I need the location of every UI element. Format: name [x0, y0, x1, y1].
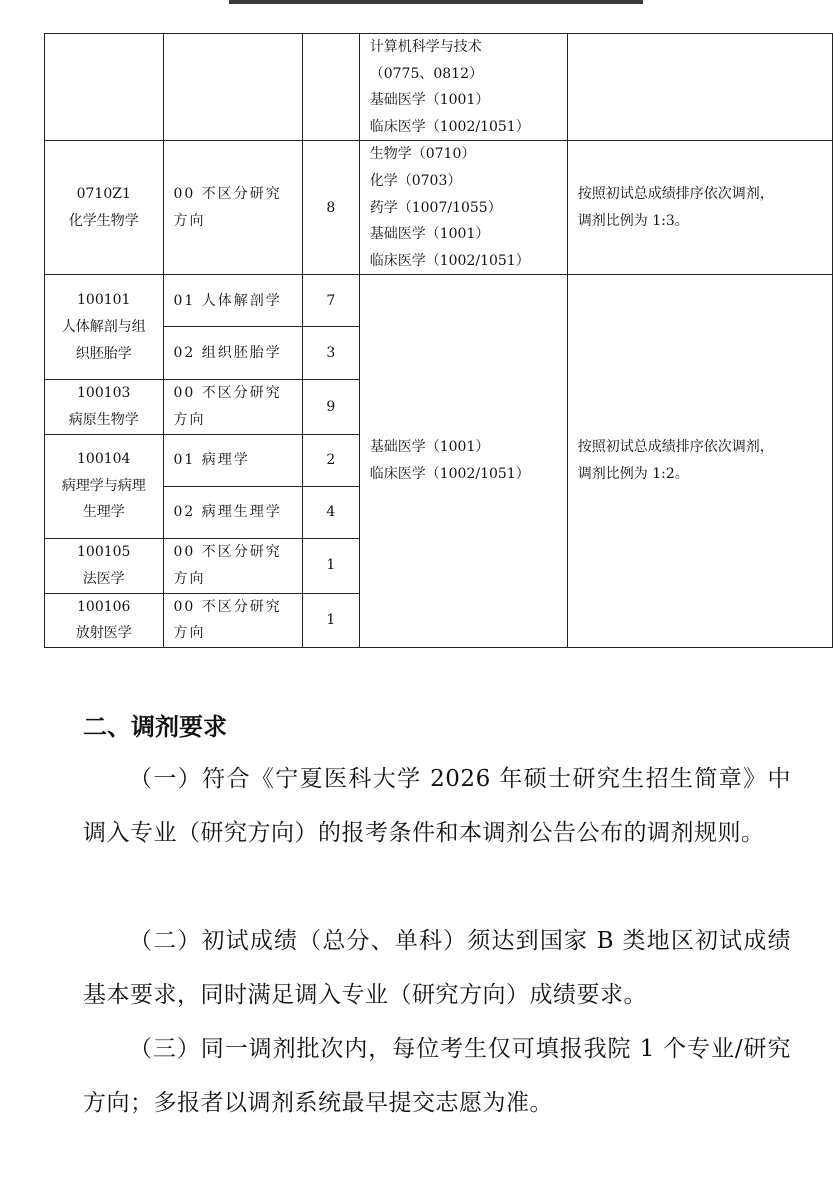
major-code: 100103: [77, 385, 131, 402]
major-code: 100101: [77, 292, 131, 309]
count-cell: 2: [303, 434, 360, 486]
major-code: 0710Z1: [76, 186, 131, 203]
requirement-paragraph: （二）初试成绩（总分、单科）须达到国家 B 类地区初试成绩基本要求，同时满足调入专业（研究方向）成绩要求。: [83, 928, 791, 1008]
subject-line: 基础医学（1001）: [369, 226, 490, 243]
rule-cell: [567, 275, 832, 647]
major-cell: [45, 593, 164, 647]
table-row: [45, 141, 833, 275]
subject-line: 生物学（0710）: [369, 146, 476, 163]
rule-line: 调剂比例为 1:3。: [577, 212, 689, 229]
direction-cell: 00 不区分研究方向: [163, 380, 303, 434]
direction-cell: 02 组织胚胎学: [163, 327, 303, 380]
major-name: 放射医学: [75, 625, 132, 642]
major-name: 织胚胎学: [75, 345, 132, 362]
rule-cell: [567, 141, 832, 275]
count-cell: 4: [303, 486, 360, 538]
table-row: [45, 34, 833, 141]
direction-cell: 02 病理生理学: [163, 486, 303, 538]
direction-cell: 00 不区分研究方向: [163, 593, 303, 647]
direction-cell: 01 人体解剖学: [163, 275, 303, 327]
subject-line: 临床医学（1002/1051）: [369, 118, 530, 135]
direction-cell: [163, 34, 303, 141]
subject-line: 计算机科学与技术: [369, 39, 482, 55]
major-code-cell: [45, 34, 164, 141]
major-cell: [45, 538, 164, 593]
major-cell: [45, 380, 164, 434]
subject-line: 基础医学（1001）: [369, 92, 490, 109]
major-name: 人体解剖与组: [61, 319, 146, 336]
rule-line: 按照初试总成绩排序依次调剂，: [577, 439, 774, 456]
major-code: 100105: [77, 543, 131, 560]
subjects-cell: [359, 141, 567, 275]
count-cell: 7: [303, 275, 360, 327]
major-code: 100106: [77, 598, 131, 615]
major-name: 病原生物学: [68, 411, 139, 428]
major-cell: [45, 275, 164, 380]
subject-line: 化学（0703）: [369, 172, 462, 189]
major-name: 法医学: [82, 570, 125, 587]
count-cell: 1: [303, 538, 360, 593]
major-name: 化学生物学: [68, 212, 139, 229]
subjects-cell: [359, 275, 567, 647]
rule-cell: [567, 34, 832, 141]
subjects-cell: [359, 34, 567, 141]
major-cell: [45, 434, 164, 538]
table-row: [45, 275, 833, 327]
top-divider-bar: [229, 0, 643, 4]
requirement-paragraph: （三）同一调剂批次内，每位考生仅可填报我院 1 个专业/研究方向；多报者以调剂系统最早提交志愿为准。: [83, 1036, 791, 1116]
subject-line: 临床医学（1002/1051）: [369, 466, 530, 483]
count-cell: 1: [303, 593, 360, 647]
major-cell: [45, 141, 164, 275]
adjustment-table: [44, 33, 833, 648]
major-name: 生理学: [82, 504, 125, 521]
count-cell: 9: [303, 380, 360, 434]
direction-cell: 00 不区分研究方向: [163, 141, 303, 275]
rule-line: 按照初试总成绩排序依次调剂，: [577, 186, 774, 203]
count-cell: 8: [303, 141, 360, 275]
section-heading: 二、调剂要求: [83, 713, 227, 741]
subject-line: 药学（1007/1055）: [369, 199, 502, 216]
direction-cell: 01 病理学: [163, 434, 303, 486]
direction-cell: 00 不区分研究方向: [163, 538, 303, 593]
major-code: 100104: [77, 451, 131, 468]
count-cell: [303, 34, 360, 141]
major-name: 病理学与病理: [61, 477, 146, 494]
rule-line: 调剂比例为 1:2。: [577, 466, 689, 483]
subject-line: （0775、0812）: [369, 65, 483, 82]
requirement-paragraph: （一）符合《宁夏医科大学 2026 年硕士研究生招生简章》中调入专业（研究方向）的报考条件和本调剂公告公布的调剂规则。: [83, 766, 791, 846]
count-cell: 3: [303, 327, 360, 380]
subject-line: 临床医学（1002/1051）: [369, 252, 530, 269]
subject-line: 基础医学（1001）: [369, 439, 490, 456]
